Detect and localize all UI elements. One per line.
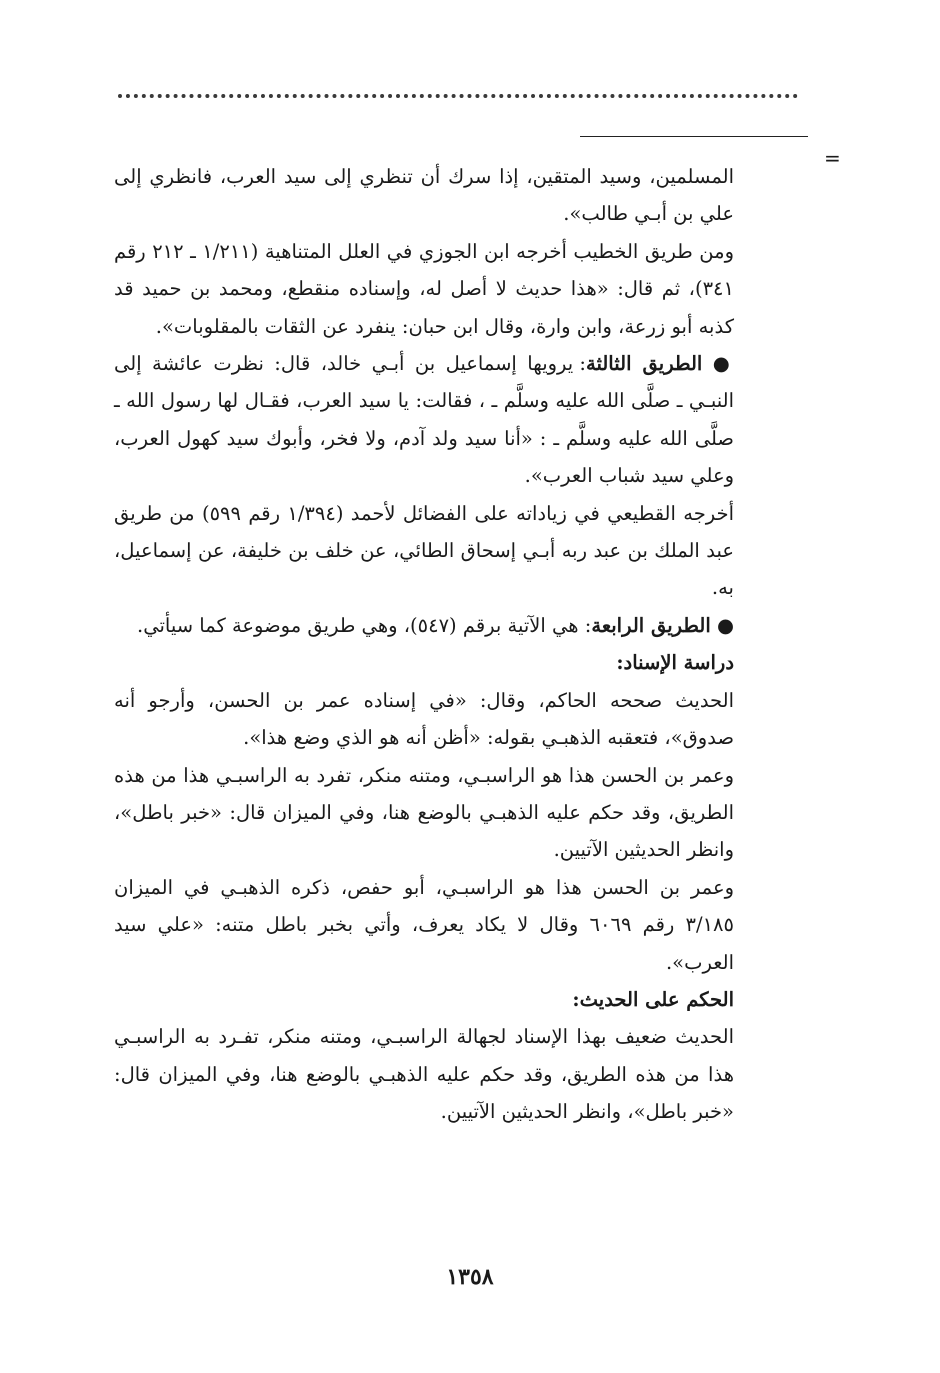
third-route-label: الطريق الثالثة: [586, 352, 703, 376]
footnote-rule: [580, 136, 808, 137]
paragraph-ruling: الحديث ضعيف بهذا الإسناد لجهالة الراسبـي، ومتنه منكر، تفـرد به الراسبـي هذا من هذه الطريق، وقد حكم عليه الذهبـي بالوضع هنا، وفي الميزان قال: «خبر باطل»، وانظر الحديثين الآتيين.: [114, 1025, 734, 1124]
paragraph-fourth-route: [114, 607, 734, 644]
page-number: ١٣٥٨: [446, 1264, 494, 1290]
paragraph-qatii: أخرجه القطيعي في زياداته على الفضائل لأحمد (١/٣٩٤ رقم ٥٩٩) من طريق عبد الملك بن عبد ربه أبـي إسحاق الطائي، عن خلف بن خليفة، عن إسماعيل، به.: [114, 501, 734, 600]
main-text: [114, 158, 734, 1131]
paragraph-hakim: الحديث صححه الحاكم، وقال: «في إسناده عمر بن الحسن، وأرجو أنه صدوق»، فتعقبه الذهبـي بقوله: «أظن أنه هو الذي وضع هذا».: [114, 688, 734, 750]
paragraph-continuation: المسلمين، وسيد المتقين، إذا سرك أن تنظري إلى سيد العرب، فانظري إلى علي بن أبـي طالب».: [114, 165, 734, 226]
heading-hadith-ruling: الحكم على الحديث:: [572, 987, 734, 1011]
bullet-icon: ●: [712, 352, 734, 376]
continuation-mark: =: [824, 146, 841, 170]
paragraph-rasibi-2: وعمر بن الحسن هذا هو الراسبـي، أبو حفص، ذكره الذهبـي في الميزان ٣/١٨٥ رقم ٦٠٦٩ وقال لا يكاد يعرف، وأتي بخبر باطل متنه: «علي سيد العرب».: [114, 875, 734, 974]
heading-isnad-study: دراسة الإسناد:: [616, 651, 734, 675]
paragraph-khatib-route: ومن طريق الخطيب أخرجه ابن الجوزي في العلل المتناهية (١/٢١١ ـ ٢١٢ رقم ٣٤١)، ثم قال: «هذا حديث لا أصل له، وإسناده منقطع، ومحمد بن حميد قد كذبه أبو زرعة، وابن وارة، وقال ابن حبان: ينفرد عن الثقات بالمقلوبات».: [114, 239, 734, 338]
third-route-text: : يرويها إسماعيل بن أبـي خالد، قال: نظرت عائشة إلى النبـي ـ صلَّى الله عليه وسلَّم ـ ، فقالت: يا سيد العرب، فقـال لها رسول الله ـ صلَّى الله عليه وسلَّم ـ : «أنا سيد ولد آدم، ولا فخر، وأبوك سيد كهول العرب، وعلي سيد شباب العرب».: [114, 352, 734, 488]
fourth-route-text: : هي الآتية برقم (٥٤٧)، وهي طريق موضوعة كما سيأتي.: [137, 613, 592, 637]
paragraph-third-route: [114, 345, 734, 495]
bullet-icon: ●: [716, 613, 734, 637]
fourth-route-label: الطريق الرابعة: [591, 613, 711, 637]
paragraph-rasibi-1: وعمر بن الحسن هذا هو الراسبـي، ومتنه منكر، تفرد به الراسبـي هذا من هذه الطريق، وقد حكم عليه الذهبـي بالوضع هنا، وفي الميزان قال: «خبر باطل»، وانظر الحديثين الآتيين.: [114, 763, 734, 862]
dotted-separator: [118, 94, 798, 98]
